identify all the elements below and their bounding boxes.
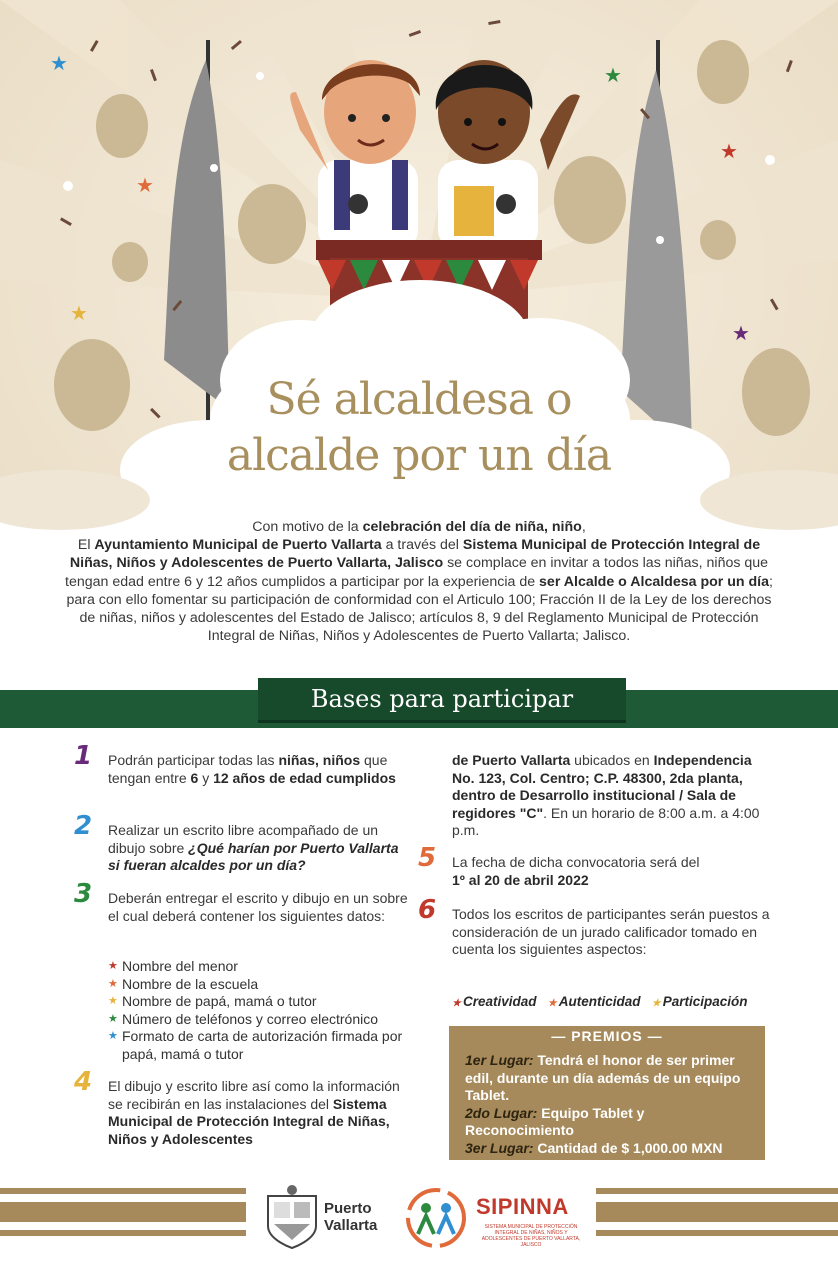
star-icon: ★: [108, 977, 118, 990]
number-badge: 1: [74, 741, 93, 771]
title-line-2: alcalde por un día: [226, 430, 612, 481]
aspect-label: Creatividad: [462, 994, 537, 1009]
star-icon: ★: [547, 998, 557, 1009]
aspect-label: Autenticidad: [558, 994, 641, 1009]
star-icon: ★: [452, 998, 461, 1009]
svg-text:★: ★: [720, 139, 738, 163]
footer-stripes-left: [0, 1188, 246, 1236]
number-badge: 5: [418, 843, 437, 873]
logo-text-line-2: Vallarta: [324, 1217, 378, 1234]
aspects-list: [452, 994, 748, 1009]
bullet-item: ★ Formato de carta de autorización firmada por papá, mamá o tutor: [108, 1028, 403, 1062]
sipinna-wordmark: SIPINNA: [476, 1194, 569, 1219]
puerto-vallarta-logo: [262, 1182, 392, 1252]
svg-text:★: ★: [50, 51, 68, 75]
premios-title: — PREMIOS —: [551, 1028, 663, 1044]
title-line-1: Sé alcaldesa o: [266, 374, 572, 425]
number-badge: 3: [74, 879, 93, 909]
star-icon: ★: [108, 995, 118, 1007]
bullet-item: ★ Nombre de la escuela: [108, 975, 259, 992]
bases-title: Bases para participar: [310, 685, 574, 713]
data-bullets: [108, 958, 434, 1063]
bullet-item: ★ Número de teléfonos y correo electrónico: [108, 1010, 379, 1027]
premios-body: 1er Lugar: Tendrá el honor de ser primer edil, durante un día además de un equipo Tablet. 2do Lugar: Equipo Tablet y Reconocimiento 3er Lugar: Cantidad de $ 1,000.00 MXN: [465, 1052, 741, 1156]
premios-box: [449, 1026, 765, 1160]
number-badge: 2: [74, 811, 93, 841]
star-icon: ★: [108, 1030, 118, 1042]
aspect-label: Participación: [662, 994, 748, 1009]
crest-icon: [262, 1182, 322, 1252]
svg-text:★: ★: [70, 301, 88, 325]
bullet-item: ★ Nombre de papá, mamá o tutor: [108, 993, 317, 1009]
svg-text:★: ★: [732, 321, 750, 345]
bases-title-banner: [258, 678, 626, 720]
number-badge: 6: [418, 895, 437, 925]
number-badge: 4: [74, 1067, 93, 1097]
sipinna-logo: [404, 1186, 590, 1250]
intro-paragraph: Con motivo de la celebración del día de niña, niño, El Ayuntamiento Municipal de Puerto Vallarta a través del Sistema Municipal de Protección Integral de Niñas, Niños y Adolescentes de Puerto Vallarta, Jalisco se complace en invitar a todos las niñas, niños que tengan edad entre 6 y 12 años cumplidos a participar por la experiencia de ser Alcalde o Alcaldesa por un día; para con ello fomentar su participación de conformidad con el Articulo 100; Fracción II de la Ley de los derechos de niñas, niños y adolescentes del Estado de Jalisco; artículos 8, 9 del Reglamento Municipal de Protección Integral de Niñas, Niños y Adolescentes de Puerto Vallarta; Jalisco.: [65, 519, 773, 645]
star-icon: ★: [108, 960, 118, 972]
star-icon: ★: [651, 998, 661, 1009]
star-icon: ★: [108, 1012, 118, 1025]
sipinna-emblem-icon: [404, 1186, 468, 1250]
footer-stripes-right: [596, 1188, 838, 1236]
item-4-continued: de Puerto Vallarta ubicados en Independencia No. 123, Col. Centro; C.P. 48300, 2da planta, dentro de Desarrollo institucional / Sala de regidores "C". En un horario de 8:00 a.m. a 4:00 p.m.: [452, 752, 760, 838]
bullet-item: ★ Nombre del menor: [108, 958, 238, 974]
sipinna-subtitle: SISTEMA MUNICIPAL DE PROTECCIÓN INTEGRAL DE NIÑAS, NIÑOS Y ADOLESCENTES DE PUERTO VALLARTA, JALISCO: [481, 1224, 581, 1248]
logo-text-line-1: Puerto: [324, 1200, 372, 1217]
page-title: [0, 372, 838, 484]
svg-text:★: ★: [136, 173, 154, 197]
svg-text:★: ★: [604, 63, 622, 87]
